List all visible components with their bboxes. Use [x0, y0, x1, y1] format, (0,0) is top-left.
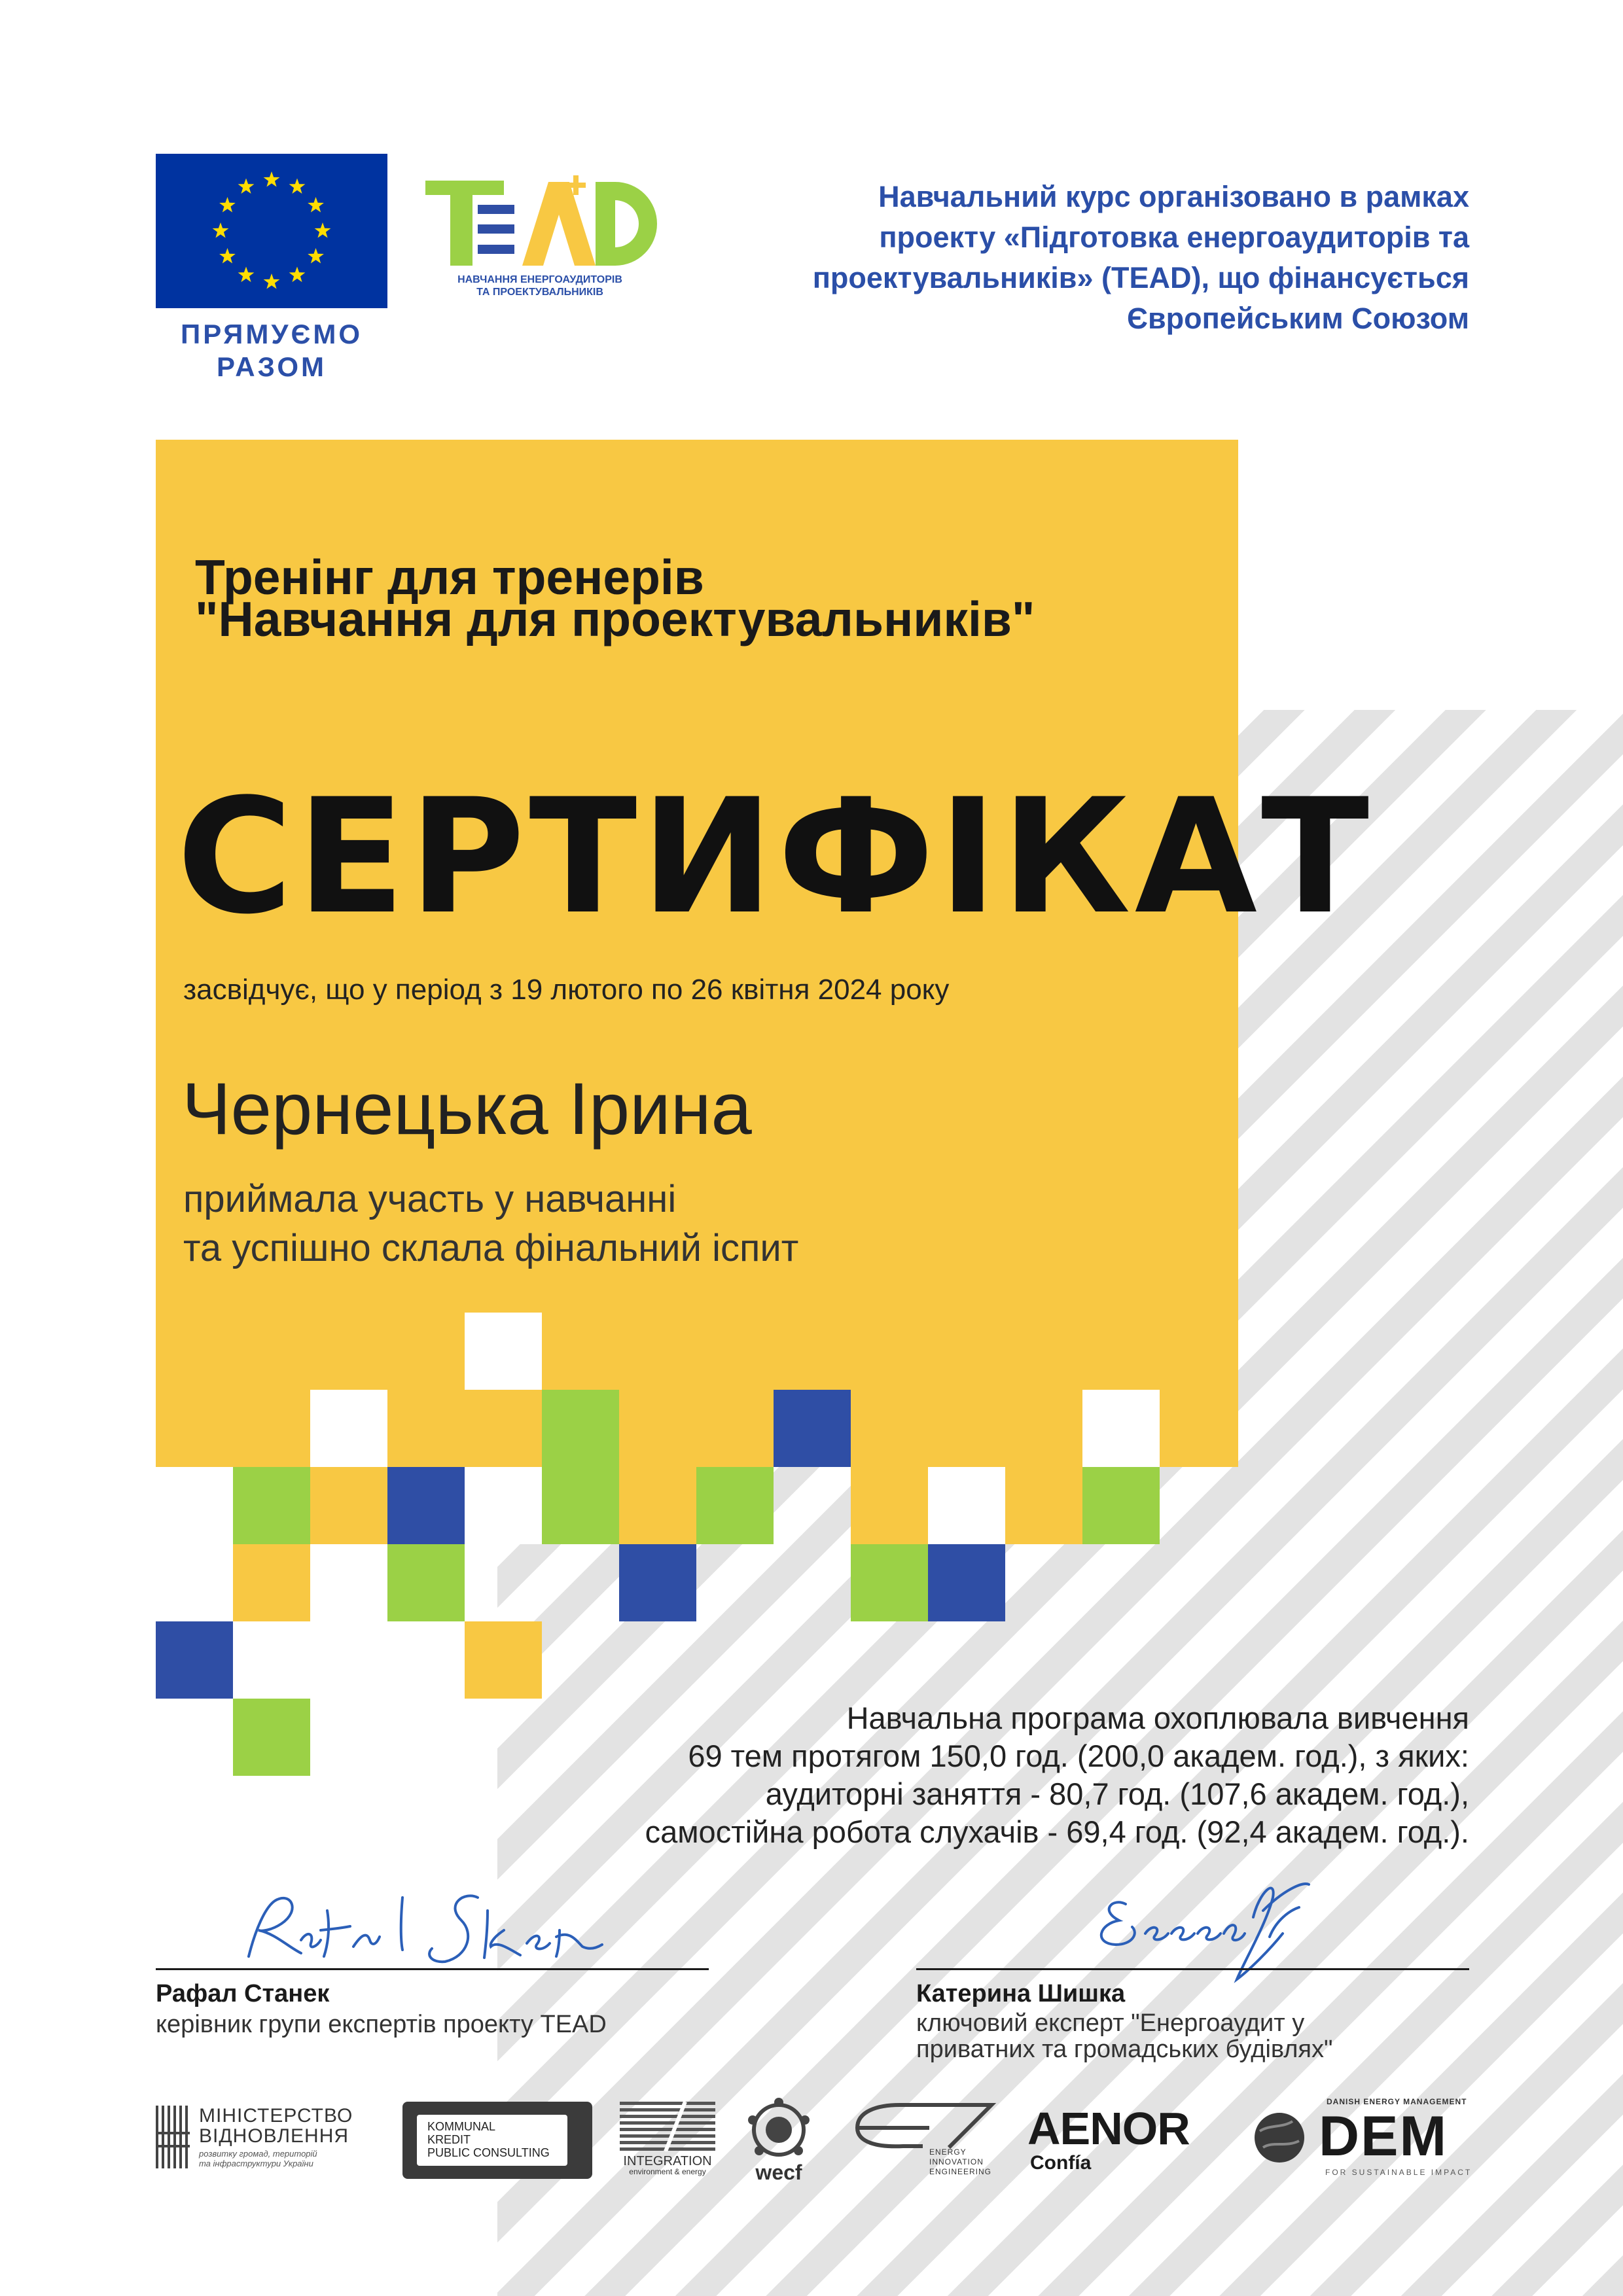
pixel-square	[465, 1467, 542, 1544]
tead-subtitle-line2: ТА ПРОЕКТУВАЛЬНИКІВ	[476, 287, 603, 298]
pixel-square	[1082, 1467, 1160, 1544]
kommunal-kredit-logo	[402, 2102, 592, 2179]
eu-flag-logo	[156, 154, 387, 308]
eu-stars-icon	[156, 154, 387, 308]
certificate-title: СЕРТИФІКАТ	[177, 765, 1374, 949]
signatory-role	[916, 2010, 1505, 2062]
training-title-line1: Тренінг для тренерів	[195, 550, 704, 605]
pixel-square	[696, 1467, 774, 1544]
program-line: самостійна робота слухачів - 69,4 год. (92,4 академ. год.).	[645, 1814, 1469, 1849]
certificate-period: засвідчує, що у період з 19 лютого по 26 квітня 2024 року	[183, 974, 950, 1006]
kommunal-kredit-panel	[417, 2115, 567, 2166]
eu-star-icon	[264, 274, 280, 289]
pixel-square	[387, 1544, 465, 1621]
program-line: аудиторні заняття - 80,7 год. (107,6 академ. год.),	[765, 1776, 1469, 1811]
eu-caption	[131, 318, 412, 383]
pixel-square	[465, 1313, 542, 1390]
eu-star-icon	[238, 267, 255, 283]
pixel-square	[542, 1390, 619, 1467]
e7-logo	[851, 2102, 1001, 2180]
pixel-square	[310, 1467, 387, 1544]
signature-line-left	[156, 1968, 709, 1970]
aenor-logo	[1027, 2104, 1237, 2176]
pixel-square	[310, 1390, 387, 1467]
certificate-description	[183, 1174, 1230, 1273]
dem-sub: FOR SUSTAINABLE IMPACT	[1325, 2168, 1472, 2177]
eu-star-icon	[238, 179, 255, 194]
project-info-line: Навчальний курс організовано в рамках	[878, 180, 1469, 213]
tead-subtitle-line1: НАВЧАННЯ ЕНЕРГОАУДИТОРІВ	[457, 274, 622, 285]
eu-caption-line2: РАЗОМ	[216, 351, 327, 382]
wecf-globe-icon	[743, 2097, 815, 2159]
ministry-logo	[156, 2106, 382, 2171]
tead-subtitle	[419, 274, 661, 298]
pixel-square	[387, 1467, 465, 1544]
eu-caption-line1: ПРЯМУЄМО	[181, 319, 363, 349]
wecf-label: wecf	[755, 2161, 802, 2184]
signatory-role: керівник групи експертів проекту TEAD	[156, 2011, 607, 2038]
integration-line1: INTEGRATION	[623, 2154, 712, 2168]
eu-star-icon	[213, 222, 229, 238]
kommunal-line2: KREDIT	[427, 2133, 471, 2146]
pixel-square	[233, 1467, 310, 1544]
dem-logo	[1253, 2097, 1472, 2182]
eu-star-icon	[219, 197, 236, 213]
tead-logo-graphic	[424, 175, 660, 274]
pixel-square	[851, 1467, 928, 1544]
eu-star-icon	[315, 222, 331, 238]
eu-star-icon	[264, 171, 280, 187]
pixel-square	[619, 1544, 696, 1621]
ministry-line2: ВІДНОВЛЕННЯ	[199, 2125, 349, 2147]
eu-star-icon	[308, 197, 324, 213]
ministry-sub1: розвитку громад, територій	[199, 2149, 317, 2159]
ministry-line1: МІНІСТЕРСТВО	[199, 2105, 353, 2127]
eu-star-icon	[289, 267, 306, 283]
program-line: Навчальна програма охоплювала вивчення	[846, 1701, 1469, 1735]
integration-line2: environment & energy	[629, 2167, 706, 2176]
signatory-name: Катерина Шишка	[916, 1980, 1126, 2007]
pixel-square	[233, 1544, 310, 1621]
aenor-sub: Confía	[1030, 2152, 1092, 2174]
dem-label: DEM	[1319, 2105, 1448, 2168]
integration-logo	[618, 2102, 717, 2179]
signature-stanek-image	[229, 1884, 661, 1973]
project-info-line: проектувальників» (TEAD), що фінансується	[812, 261, 1469, 294]
signatory-name: Рафал Станек	[156, 1980, 330, 2007]
pixel-square	[542, 1467, 619, 1544]
eu-star-icon	[308, 248, 324, 264]
pixel-square	[928, 1467, 1005, 1544]
description-line2: та успішно склала фінальний іспит	[183, 1227, 799, 1269]
project-info-text	[668, 177, 1469, 339]
aenor-label: AENOR	[1027, 2103, 1190, 2154]
training-title-line2: "Навчання для проектувальників"	[195, 592, 1035, 646]
pixel-square	[619, 1467, 696, 1544]
ministry-emblem-icon	[156, 2106, 192, 2168]
program-line: 69 тем протягом 150,0 год. (200,0 академ. год.), з яких:	[688, 1739, 1469, 1773]
recipient-name: Чернецька Ірина	[182, 1068, 752, 1150]
pixel-square	[851, 1544, 928, 1621]
pixel-square	[1005, 1467, 1082, 1544]
wecf-logo	[740, 2097, 818, 2185]
e7-emblem-icon	[851, 2102, 1001, 2149]
kommunal-line1: KOMMUNAL	[427, 2120, 496, 2133]
eu-star-icon	[219, 248, 236, 264]
integration-emblem-icon	[620, 2102, 715, 2151]
pixel-square	[465, 1621, 542, 1699]
pixel-square	[1082, 1390, 1160, 1467]
e7-sub2: INNOVATION	[929, 2157, 984, 2166]
kommunal-line3: PUBLIC CONSULTING	[427, 2146, 550, 2159]
pixel-square	[774, 1390, 851, 1467]
project-info-line: проекту «Підготовка енергоаудиторів та	[879, 221, 1469, 254]
ministry-sub2: та інфраструктури України	[199, 2159, 313, 2168]
pixel-square	[156, 1621, 233, 1699]
signatory-role-line: ключовий експерт "Енергоаудит у	[916, 2009, 1305, 2037]
description-line1: приймала участь у навчанні	[183, 1178, 677, 1220]
training-title	[195, 550, 1216, 646]
signature-line-right	[916, 1968, 1469, 1970]
dem-globe-icon	[1253, 2111, 1306, 2164]
pixel-square	[233, 1699, 310, 1776]
e7-sub1: ENERGY	[929, 2147, 967, 2157]
project-info-line: Європейським Союзом	[1126, 302, 1469, 335]
dem-top: DANISH ENERGY MANAGEMENT	[1327, 2097, 1467, 2106]
program-summary	[458, 1699, 1469, 1851]
eu-star-icon	[289, 179, 306, 194]
pixel-square	[928, 1544, 1005, 1621]
signatory-role-line: приватних та громадських будівлях"	[916, 2036, 1333, 2063]
e7-sub3: ENGINEERING	[929, 2167, 992, 2176]
